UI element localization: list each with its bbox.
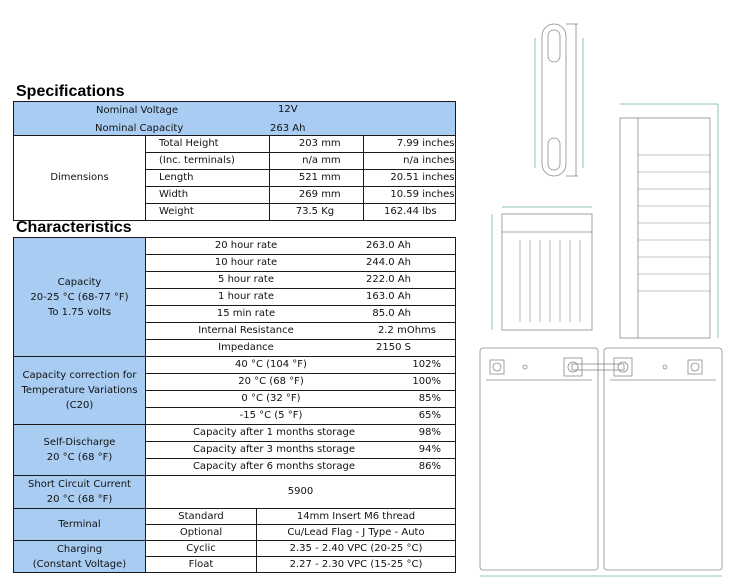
- battery-technical-drawing: [462, 0, 738, 585]
- dim-mm-unit: Kg: [321, 206, 335, 217]
- internal-resistance-label: Internal Resistance: [198, 325, 294, 336]
- impedance-value: 2150 S: [376, 342, 411, 353]
- dim-in: n/a: [403, 155, 419, 166]
- charging-mode-value: 2.35 - 2.40 VPC (20-25 °C): [257, 541, 456, 557]
- dim-in-unit: inches: [422, 155, 455, 166]
- dim-mm: 73.5: [295, 206, 318, 217]
- capacity-row: [146, 238, 456, 255]
- dim-in: 20.51: [390, 172, 419, 183]
- capacity-row-label: 10 hour rate: [214, 257, 278, 268]
- capacity-row: [146, 255, 456, 272]
- capacity-row: [146, 306, 456, 323]
- nominal-capacity-value: 263 Ah: [270, 123, 306, 134]
- self-discharge-row-label: Capacity after 3 months storage: [192, 444, 356, 455]
- dim-in-unit: lbs: [422, 206, 437, 217]
- temp-row-label: 20 °C (68 °F): [238, 376, 304, 387]
- capacity-row-value: 263.0 Ah: [366, 240, 411, 251]
- nominal-capacity-label: Nominal Capacity: [95, 123, 184, 134]
- internal-resistance-value: 2.2 mOhms: [378, 325, 436, 336]
- capacity-row-label: 20 hour rate: [214, 240, 278, 251]
- capacity-volts-label: To 1.75 volts: [47, 306, 112, 318]
- self-discharge-row: [146, 425, 456, 442]
- capacity-label: Capacity: [57, 276, 102, 288]
- temp-row-label: -15 °C (5 °F): [239, 410, 303, 421]
- temp-row: [146, 374, 456, 391]
- terminal-label: Terminal: [14, 509, 146, 541]
- charging-mode-label: Cyclic: [146, 541, 257, 557]
- self-discharge-temp: 20 °C (68 °F): [46, 452, 113, 463]
- short-circuit-temp: 20 °C (68 °F): [46, 494, 113, 505]
- dim-name: Total Height: [146, 136, 270, 153]
- dim-mm-cell: [270, 204, 364, 221]
- temp-row: [146, 391, 456, 408]
- dim-mm: n/a: [302, 155, 318, 166]
- capacity-label-cell: [14, 238, 146, 357]
- nominal-voltage-label: Nominal Voltage: [96, 105, 179, 116]
- dim-in: 10.59: [390, 189, 419, 200]
- terminal-option-label: Standard: [146, 509, 257, 525]
- dim-mm-unit: mm: [321, 138, 341, 149]
- capacity-row: [146, 272, 456, 289]
- temp-label-line1: Capacity correction for: [22, 370, 137, 381]
- specifications-title: Specifications: [16, 83, 125, 100]
- terminal-option-value: 14mm Insert M6 thread: [257, 509, 456, 525]
- capacity-row-value: 244.0 Ah: [366, 257, 411, 268]
- short-circuit-value: 5900: [146, 476, 456, 509]
- short-circuit-label-cell: [14, 476, 146, 509]
- capacity-row-label: 5 hour rate: [218, 274, 274, 285]
- capacity-row-value: 222.0 Ah: [366, 274, 411, 285]
- temp-row-value: 85%: [418, 393, 441, 404]
- long-side-view: [620, 104, 718, 338]
- self-discharge-row: [146, 459, 456, 476]
- terminal-option-label: Optional: [146, 525, 257, 541]
- capacity-temp-label: 20-25 °C (68-77 °F): [30, 291, 129, 303]
- dim-in-cell: [364, 204, 456, 221]
- temp-row-value: 100%: [412, 376, 441, 387]
- self-discharge-label-cell: [14, 425, 146, 476]
- self-discharge-row-label: Capacity after 6 months storage: [192, 461, 356, 472]
- short-side-view: [492, 207, 592, 330]
- self-discharge-row: [146, 442, 456, 459]
- dim-mm-cell: [270, 187, 364, 204]
- dim-mm-unit: mm: [321, 172, 341, 183]
- top-view: [480, 348, 722, 576]
- self-discharge-row-value: 98%: [418, 427, 441, 438]
- self-discharge-row-value: 86%: [418, 461, 441, 472]
- temp-row-label: 0 °C (32 °F): [241, 393, 301, 404]
- dim-mm: 269: [298, 189, 318, 200]
- charging-mode-value: 2.27 - 2.30 VPC (15-25 °C): [257, 557, 456, 573]
- charging-label-cell: [14, 541, 146, 573]
- dim-in-unit: inches: [422, 189, 455, 200]
- terminal-side-view: [535, 24, 583, 176]
- dim-mm-unit: mm: [321, 189, 341, 200]
- charging-mode-label: Float: [146, 557, 257, 573]
- temp-row-label: 40 °C (104 °F): [235, 359, 307, 370]
- dim-name: (Inc. terminals): [146, 153, 270, 170]
- dim-in-unit: inches: [422, 172, 455, 183]
- dim-in-cell: [364, 153, 456, 170]
- dim-mm-cell: [270, 170, 364, 187]
- dim-mm-cell: [270, 153, 364, 170]
- terminal-option-value: Cu/Lead Flag - J Type - Auto: [257, 525, 456, 541]
- impedance-row: [146, 340, 456, 357]
- short-circuit-label: Short Circuit Current: [28, 479, 131, 490]
- self-discharge-label: Self-Discharge: [43, 437, 116, 448]
- dim-mm: 203: [298, 138, 318, 149]
- charging-label: Charging: [56, 543, 103, 555]
- dim-mm-unit: mm: [321, 155, 341, 166]
- temp-row: [146, 408, 456, 425]
- dim-mm-cell: [270, 136, 364, 153]
- self-discharge-row-value: 94%: [418, 444, 441, 455]
- capacity-row-value: 163.0 Ah: [366, 291, 411, 302]
- temp-label-line2: Temperature Variations: [21, 385, 138, 396]
- impedance-label: Impedance: [218, 342, 274, 353]
- dim-mm: 521: [298, 172, 318, 183]
- capacity-row-label: 1 hour rate: [218, 291, 274, 302]
- dim-name: Weight: [146, 204, 270, 221]
- dim-in: 162.44: [384, 206, 419, 217]
- charging-subtitle: (Constant Voltage): [32, 558, 127, 570]
- characteristics-table: [13, 237, 456, 573]
- nominal-voltage-value: 12V: [278, 104, 298, 115]
- dim-in-unit: inches: [422, 138, 455, 149]
- temp-row-value: 65%: [418, 410, 441, 421]
- temp-label-cell: [14, 357, 146, 425]
- temp-label-line3: (C20): [65, 400, 94, 411]
- dim-in-cell: [364, 170, 456, 187]
- dim-name: Length: [146, 170, 270, 187]
- dim-in-cell: [364, 136, 456, 153]
- dim-in: 7.99: [396, 138, 419, 149]
- dimensions-label: Dimensions: [14, 136, 146, 221]
- capacity-row: [146, 289, 456, 306]
- temp-row-value: 102%: [412, 359, 441, 370]
- dim-in-cell: [364, 187, 456, 204]
- self-discharge-row-label: Capacity after 1 months storage: [192, 427, 356, 438]
- characteristics-title: Characteristics: [16, 219, 132, 236]
- capacity-row-label: 15 min rate: [216, 308, 276, 319]
- capacity-row-value: 85.0 Ah: [372, 308, 411, 319]
- dimensions-table: [13, 135, 456, 221]
- nominal-block: [13, 101, 456, 136]
- dim-name: Width: [146, 187, 270, 204]
- temp-row: [146, 357, 456, 374]
- internal-resistance-row: [146, 323, 456, 340]
